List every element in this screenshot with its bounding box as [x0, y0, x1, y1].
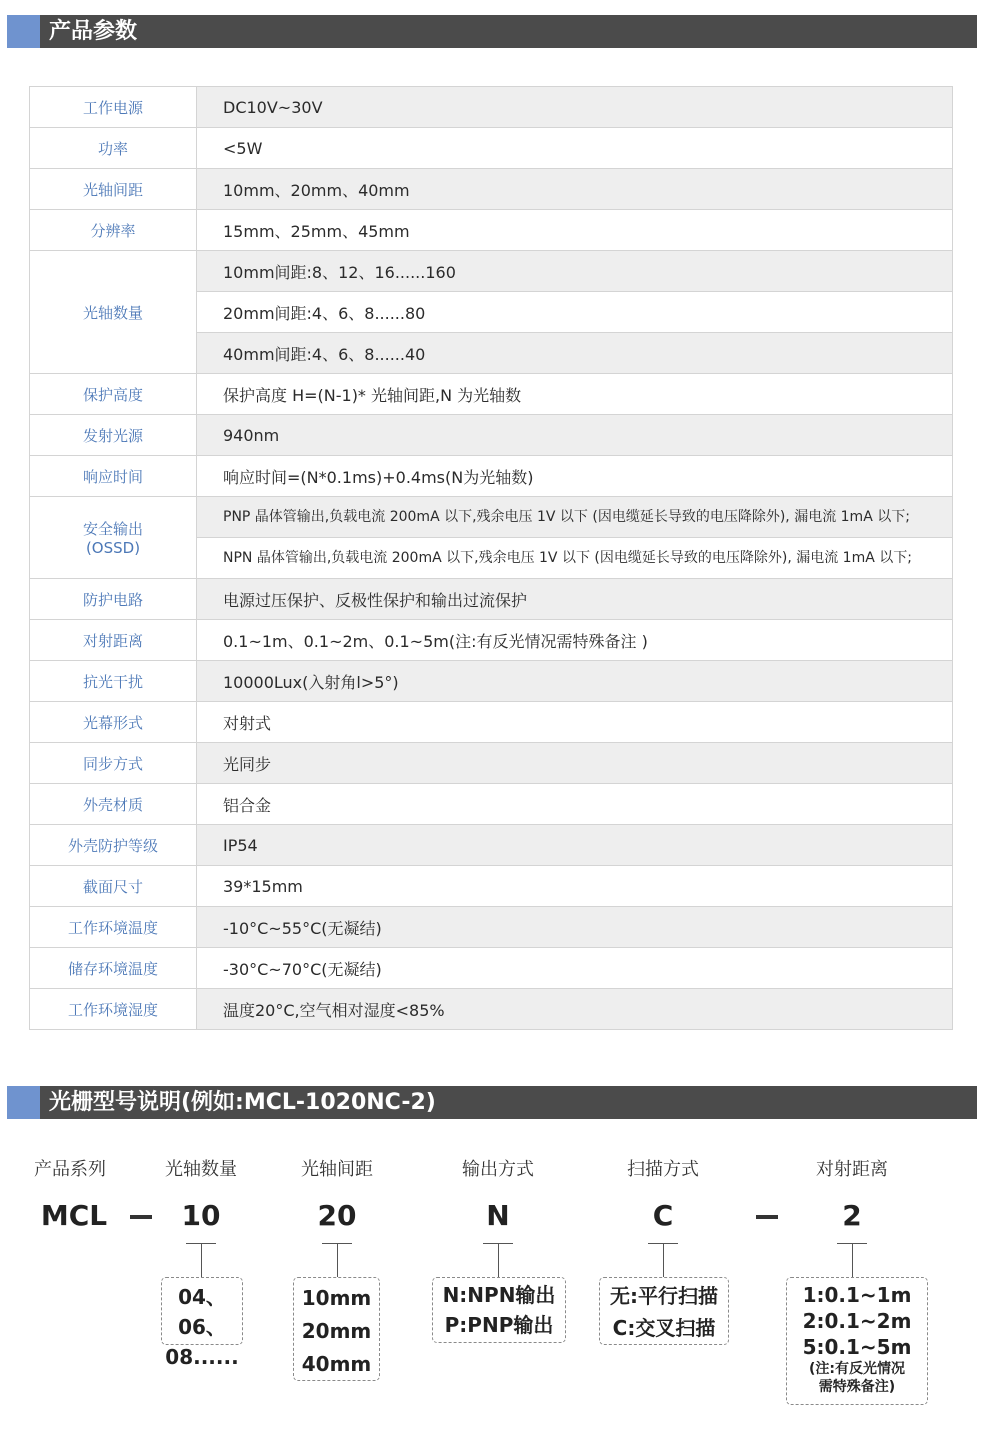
- param-value: 保护高度 H=(N-1)* 光轴间距,N 为光轴数: [197, 374, 953, 415]
- table-row: [30, 415, 953, 456]
- model-code-dash: [130, 1215, 152, 1219]
- param-value: IP54: [197, 825, 953, 866]
- option-line: 20mm: [301, 1319, 372, 1343]
- param-value: 20mm间距:4、6、8......80: [197, 292, 953, 333]
- model-code-distance: 2: [842, 1199, 862, 1232]
- option-line: C:交叉扫描: [612, 1316, 716, 1340]
- param-value: 940nm: [197, 415, 953, 456]
- section-title-params: 产品参数: [49, 19, 138, 44]
- param-value: <5W: [197, 128, 953, 169]
- param-label: 响应时间: [30, 456, 197, 497]
- param-value: DC10V~30V: [197, 87, 953, 128]
- param-value: 10mm间距:8、12、16......160: [197, 251, 953, 292]
- param-label: 同步方式: [30, 743, 197, 784]
- option-line: 08......: [165, 1345, 239, 1369]
- param-value: 15mm、25mm、45mm: [197, 210, 953, 251]
- model-label-distance: 对射距离: [816, 1159, 888, 1180]
- section-header-model: [7, 1086, 977, 1119]
- option-line: 04、06、: [178, 1285, 226, 1339]
- table-row: [30, 702, 953, 743]
- axis-count-options: [161, 1277, 243, 1369]
- table-row: [30, 497, 953, 538]
- scan-options: [599, 1277, 729, 1345]
- param-value: NPN 晶体管输出,负载电流 200mA 以下,残余电压 1V 以下 (因电缆延长导致的电压降除外), 漏电流 1mA 以下;: [197, 538, 953, 579]
- param-value: 39*15mm: [197, 866, 953, 907]
- param-label: 防护电路: [30, 579, 197, 620]
- distance-options: [786, 1277, 928, 1405]
- section-header-params: [7, 15, 977, 48]
- option-line: N:NPN输出: [442, 1283, 556, 1307]
- connector-line: [201, 1243, 202, 1277]
- param-label-line: (OSSD): [85, 539, 141, 557]
- table-row: [30, 866, 953, 907]
- model-code-scan: C: [652, 1199, 674, 1232]
- table-row: [30, 87, 953, 128]
- option-line: 10mm: [301, 1286, 372, 1310]
- param-value: 对射式: [197, 702, 953, 743]
- param-label: 工作电源: [30, 87, 197, 128]
- table-row: [30, 620, 953, 661]
- option-line: P:PNP输出: [444, 1313, 554, 1337]
- param-label: [30, 497, 197, 579]
- model-code-dash: [756, 1215, 778, 1219]
- table-row: [30, 743, 953, 784]
- param-value: 0.1~1m、0.1~2m、0.1~5m(注:有反光情况需特殊备注 ): [197, 620, 953, 661]
- param-value: -10°C~55°C(无凝结): [197, 907, 953, 948]
- param-label: 截面尺寸: [30, 866, 197, 907]
- param-label-line: 安全输出: [82, 520, 143, 538]
- connector-line: [852, 1243, 853, 1277]
- param-label: 对射距离: [30, 620, 197, 661]
- model-label-axis-count: 光轴数量: [165, 1159, 237, 1180]
- param-label: 分辨率: [30, 210, 197, 251]
- table-row: [30, 456, 953, 497]
- param-value: 响应时间=(N*0.1ms)+0.4ms(N为光轴数): [197, 456, 953, 497]
- connector-line: [663, 1243, 664, 1277]
- table-row: [30, 210, 953, 251]
- param-label: 工作环境湿度: [30, 989, 197, 1030]
- param-value: -30°C~70°C(无凝结): [197, 948, 953, 989]
- table-row: [30, 374, 953, 415]
- param-label: 储存环境温度: [30, 948, 197, 989]
- model-code-diagram: [0, 1155, 990, 1425]
- table-row: [30, 661, 953, 702]
- model-code-series: MCL: [40, 1199, 108, 1232]
- connector-line: [498, 1243, 499, 1277]
- section-title-model: 光栅型号说明(例如:MCL-1020NC-2): [49, 1090, 436, 1115]
- table-row: [30, 825, 953, 866]
- param-value: 10mm、20mm、40mm: [197, 169, 953, 210]
- option-line: 2:0.1~2m: [802, 1309, 912, 1333]
- section-accent: [7, 1086, 40, 1119]
- model-code-axis-count: 10: [181, 1199, 221, 1232]
- output-options: [432, 1277, 566, 1343]
- param-value: 电源过压保护、反极性保护和输出过流保护: [197, 579, 953, 620]
- param-label: 保护高度: [30, 374, 197, 415]
- param-label: 功率: [30, 128, 197, 169]
- param-value: 光同步: [197, 743, 953, 784]
- model-label-series: 产品系列: [34, 1159, 106, 1180]
- params-table: [29, 86, 953, 1030]
- param-value: 40mm间距:4、6、8......40: [197, 333, 953, 374]
- model-label-scan: 扫描方式: [627, 1159, 699, 1180]
- table-row: [30, 251, 953, 292]
- param-label: 光轴数量: [30, 251, 197, 374]
- param-label: 外壳防护等级: [30, 825, 197, 866]
- model-label-output: 输出方式: [462, 1159, 534, 1180]
- param-value: 铝合金: [197, 784, 953, 825]
- option-line: 1:0.1~1m: [802, 1283, 912, 1307]
- option-note: 需特殊备注): [818, 1379, 896, 1395]
- table-row: [30, 948, 953, 989]
- table-row: [30, 128, 953, 169]
- param-label: 光幕形式: [30, 702, 197, 743]
- table-row: [30, 989, 953, 1030]
- param-label: 抗光干扰: [30, 661, 197, 702]
- option-line: 40mm: [301, 1352, 372, 1376]
- param-value: PNP 晶体管输出,负载电流 200mA 以下,残余电压 1V 以下 (因电缆延长导致的电压降除外), 漏电流 1mA 以下;: [197, 497, 953, 538]
- section-accent: [7, 15, 40, 48]
- axis-pitch-options: [293, 1277, 380, 1381]
- model-label-axis-pitch: 光轴间距: [301, 1159, 373, 1180]
- table-row: [30, 579, 953, 620]
- param-value: 10000Lux(入射角l>5°): [197, 661, 953, 702]
- model-code-axis-pitch: 20: [317, 1199, 357, 1232]
- option-note: (注:有反光情况: [809, 1361, 905, 1377]
- param-label: 发射光源: [30, 415, 197, 456]
- param-label: 外壳材质: [30, 784, 197, 825]
- option-line: 无:平行扫描: [610, 1284, 718, 1308]
- table-row: [30, 907, 953, 948]
- table-row: [30, 169, 953, 210]
- param-label: 光轴间距: [30, 169, 197, 210]
- param-label: 工作环境温度: [30, 907, 197, 948]
- option-line: 5:0.1~5m: [802, 1335, 912, 1359]
- model-code-output: N: [486, 1199, 510, 1232]
- param-value: 温度20°C,空气相对湿度<85%: [197, 989, 953, 1030]
- connector-line: [337, 1243, 338, 1277]
- table-row: [30, 784, 953, 825]
